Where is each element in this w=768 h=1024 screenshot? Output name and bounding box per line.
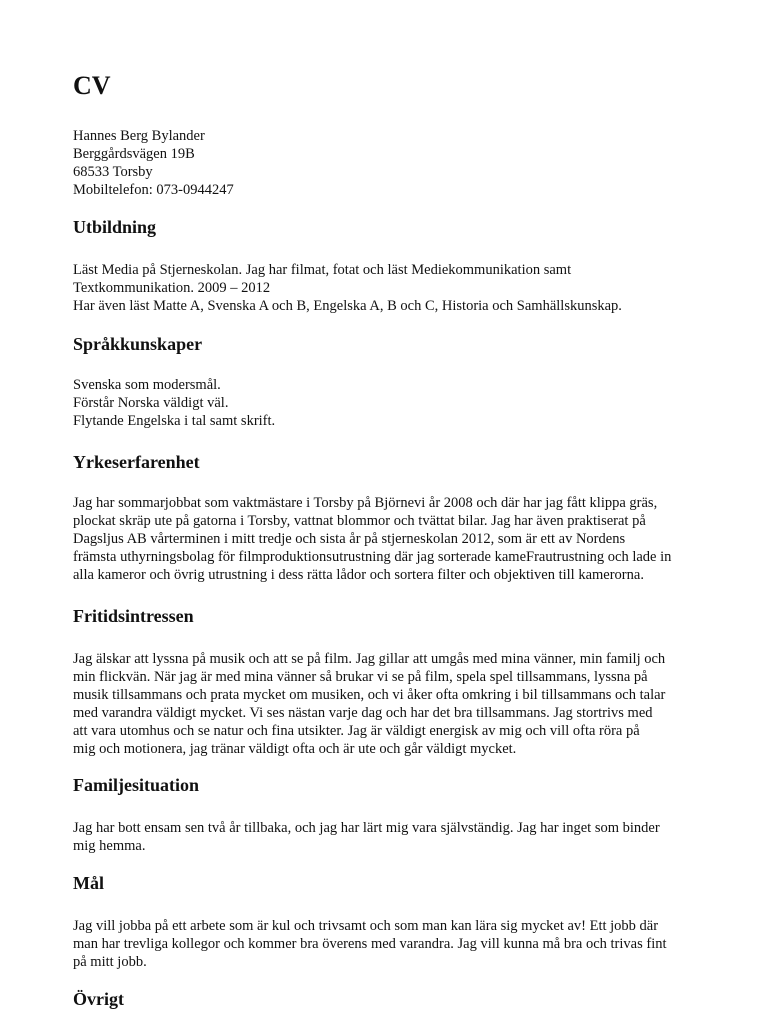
heading-utbildning: Utbildning (73, 217, 157, 237)
text-line: min flickvän. När jag är med mina vänner så brukar vi se på film, spela spel tillsammans, lyssna på (73, 669, 648, 685)
text-line: musik tillsammans och prata mycket om musiken, och vi åker ofta omkring i bil tillsammans och talar (73, 687, 666, 703)
paragraph-mal (73, 917, 709, 971)
text-line: Jag har sommarjobbat som vaktmästare i Torsby på Björnevi år 2008 och där har jag fått klippa gräs, (73, 495, 658, 511)
heading-ovrigt: Övrigt (73, 989, 124, 1009)
text-line: på mitt jobb. (73, 954, 147, 970)
text-line: att vara utomhus och se natur och fina utsikter. Jag är väldigt energisk av mig och vill ofta röra på (73, 723, 640, 739)
text-line: Har även läst Matte A, Svenska A och B, Engelska A, B och C, Historia och Samhällskunskap. (73, 298, 622, 314)
text-line: Förstår Norska väldigt väl. (73, 395, 229, 411)
text-line: alla kameror och övrig utrustning i dess rätta lådor och sortera filter och objektiven till kamerorna. (73, 567, 644, 583)
paragraph-utbildning (73, 261, 709, 315)
text-line: Dagsljus AB vårterminen i mitt tredje och sista år på stjerneskolan 2012, som är ett av Nordens (73, 531, 626, 547)
contact-street: Berggårdsvägen 19B (73, 146, 195, 162)
heading-yrkeserfarenhet: Yrkeserfarenhet (73, 452, 200, 472)
text-line: Textkommunikation. 2009 – 2012 (73, 280, 271, 296)
text-line: mig och motionera, jag tränar väldigt ofta och är ute och går väldigt mycket. (73, 741, 517, 757)
text-line: Läst Media på Stjerneskolan. Jag har filmat, fotat och läst Mediekommunikation samt (73, 262, 572, 278)
text-line: plockat skräp ute på gatorna i Torsby, vattnat blommor och tvättat bilar. Jag har även praktiserat på (73, 513, 646, 529)
paragraph-yrkeserfarenhet (73, 494, 709, 584)
page-title: CV (73, 71, 111, 100)
text-line: Svenska som modersmål. (73, 377, 221, 393)
heading-sprakkunskaper: Språkkunskaper (73, 334, 203, 354)
contact-phone: Mobiltelefon: 073-0944247 (73, 182, 234, 198)
text-line: med varandra väldigt mycket. Vi ses nästan varje dag och har det bra tillsammans. Jag stortrivs med (73, 705, 653, 721)
text-line: Jag vill jobba på ett arbete som är kul och trivsamt och som man kan lära sig mycket av! Ett jobb där (73, 918, 659, 934)
text-line: mig hemma. (73, 838, 146, 854)
text-line: man har trevliga kollegor och kommer bra överens med varandra. Jag vill kunna må bra och trivas fint (73, 936, 667, 952)
paragraph-familjesituation (73, 819, 709, 855)
contact-name: Hannes Berg Bylander (73, 128, 205, 144)
heading-mal: Mål (73, 873, 104, 893)
paragraph-fritidsintressen (73, 650, 709, 758)
contact-block (73, 127, 234, 199)
contact-city: 68533 Torsby (73, 164, 153, 180)
text-line: Flytande Engelska i tal samt skrift. (73, 413, 276, 429)
heading-familjesituation: Familjesituation (73, 775, 199, 795)
paragraph-sprakkunskaper (73, 376, 709, 430)
text-line: främsta uthyrningsbolag för filmproduktionsutrustning där jag sorterade kameFrautrustning och lade in (73, 549, 672, 565)
text-line: Jag har bott ensam sen två år tillbaka, och jag har lärt mig vara självständig. Jag har inget som binder (73, 820, 660, 836)
text-line: Jag älskar att lyssna på musik och att se på film. Jag gillar att umgås med mina vänner, min familj och (73, 651, 666, 667)
heading-fritidsintressen: Fritidsintressen (73, 606, 194, 626)
